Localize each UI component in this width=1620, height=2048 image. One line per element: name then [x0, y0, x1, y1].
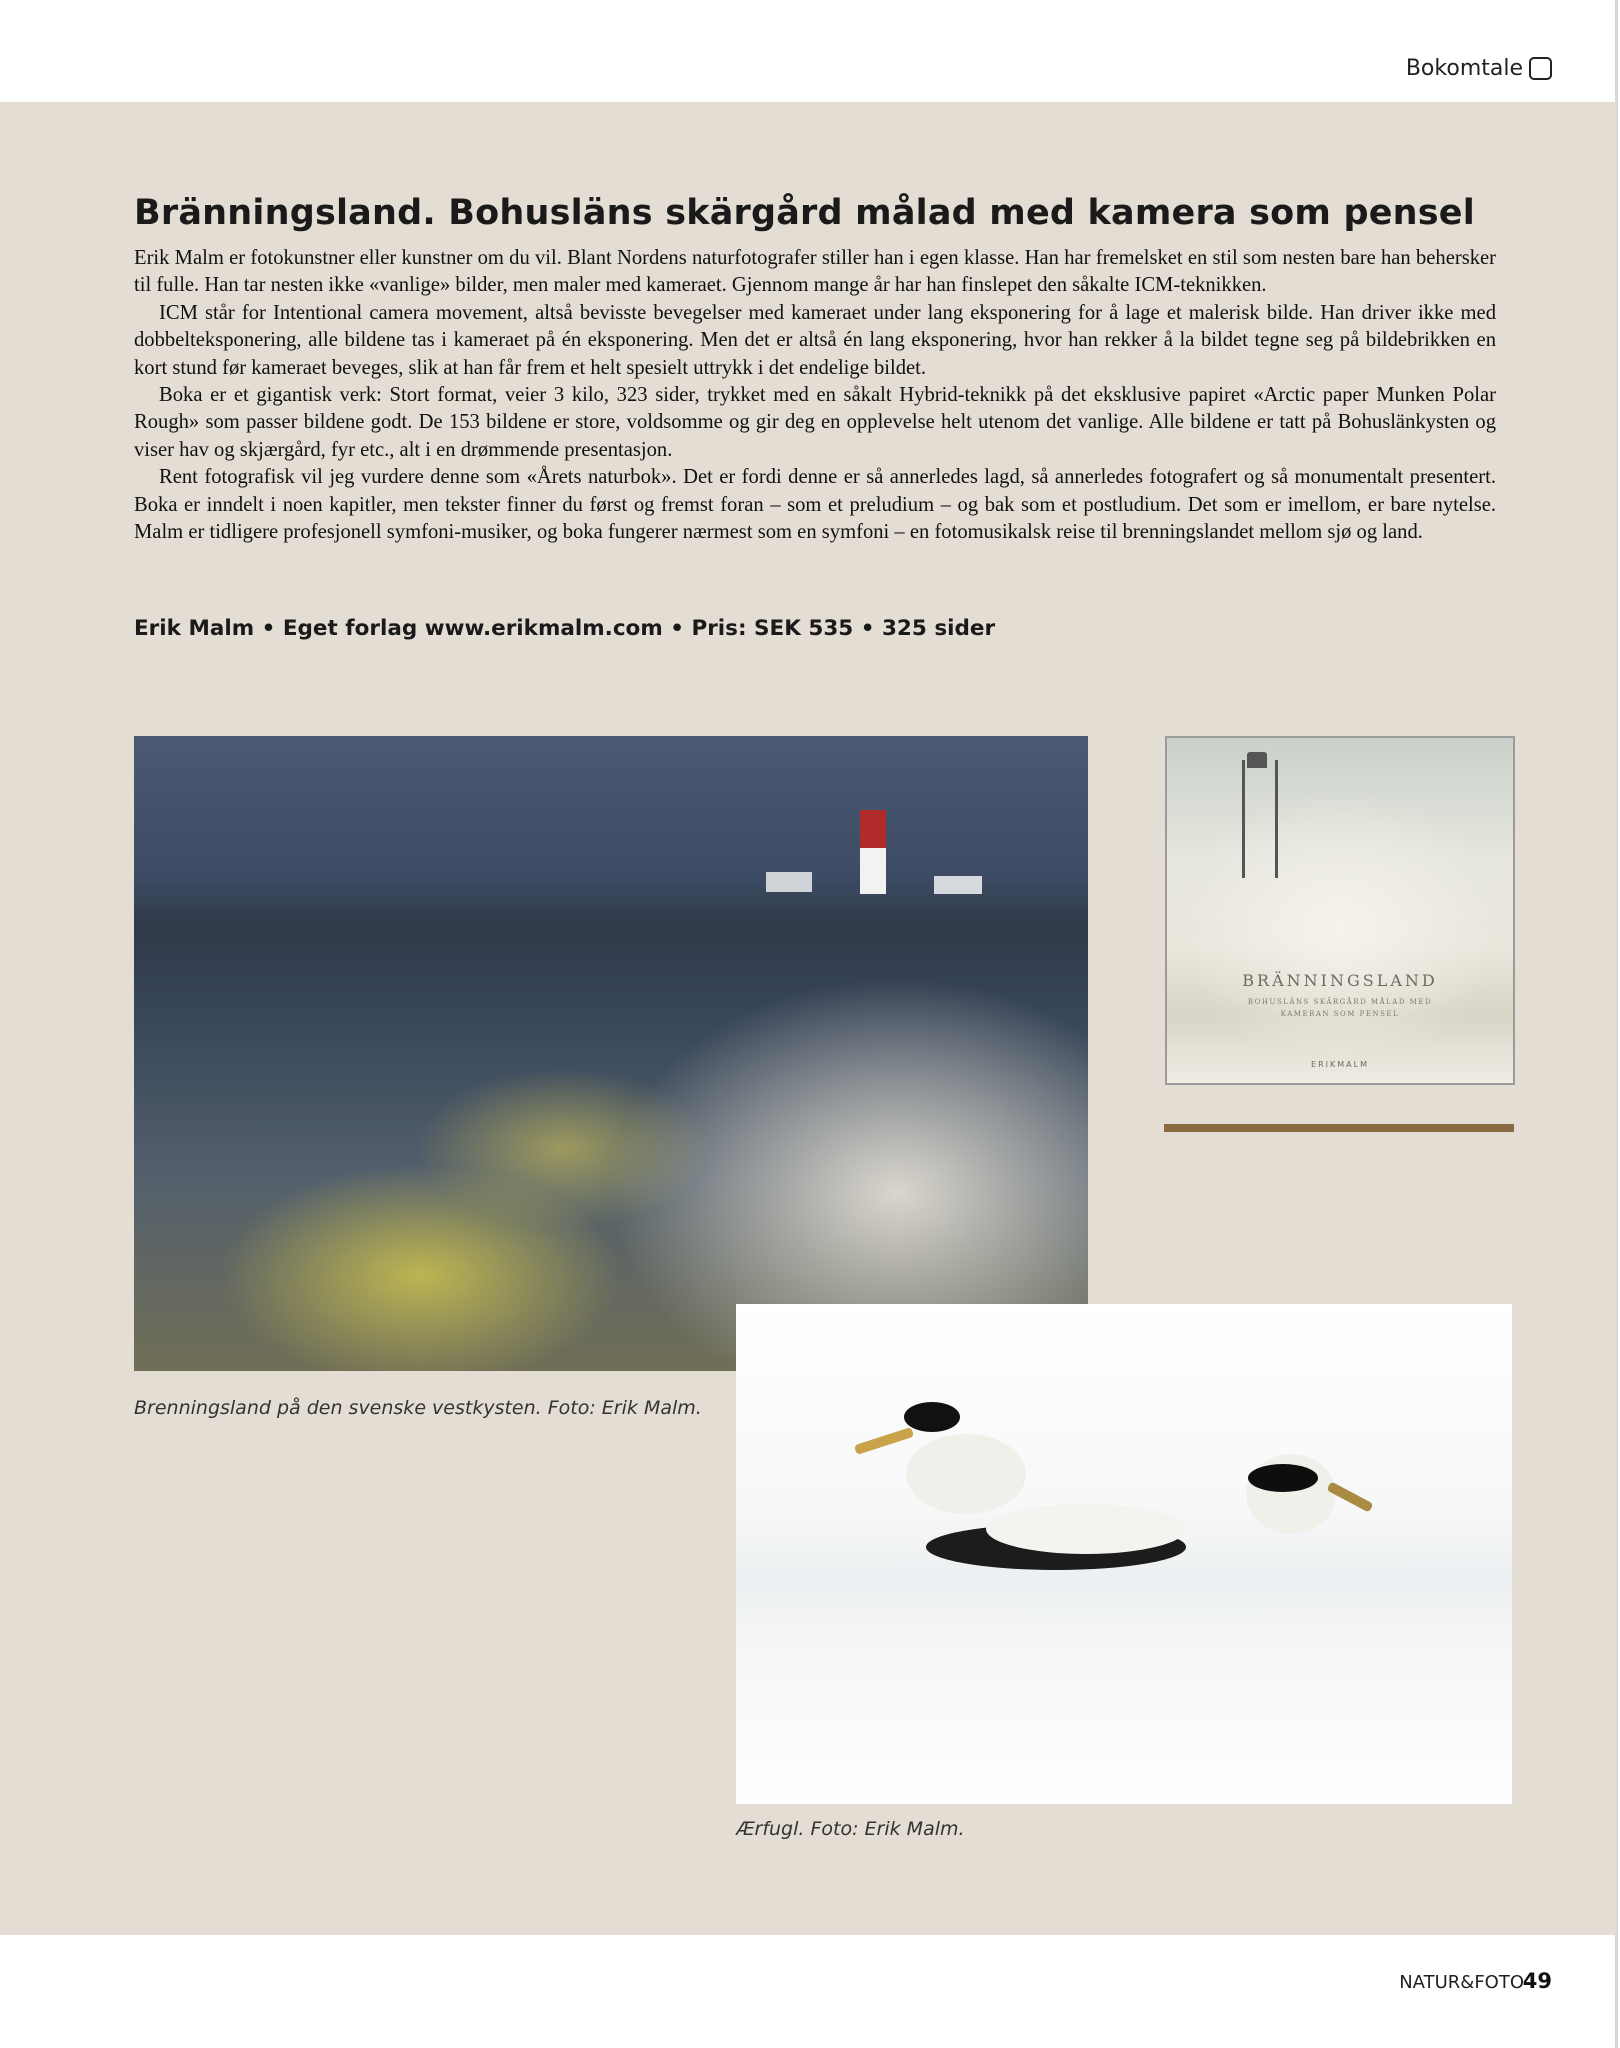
section-label-text: Bokomtale	[1405, 56, 1523, 81]
paragraph: ICM står for Intentional camera movement, altså bevisste bevegelser med kameraet under lang eksponering for å lage et malerisk bilde. Han driver ikke med dobbelteksponering, alle bildene tas i kameraet på én eksponering. Men det er altså én lang eksponering, hvor han rekker å la bildet tegne seg på bildebrikken en kort stund før kameraet beveges, slik at han får frem et helt spesielt uttrykk i det endelige bildet.	[134, 301, 1496, 379]
book-credit-line: Erik Malm • Eget forlag www.erikmalm.com • Pris: SEK 535 • 325 sider	[134, 616, 996, 641]
paragraph: Erik Malm er fotokunstner eller kunstner om du vil. Blant Nordens naturfotografer stiller han i egen klasse. Han har fremelsket en stil som nesten bare han behersker til fulle. Han tar nesten ikke «vanlige» bilder, men maler med kameraet. Gjennom mange år har han finslepet den såkalte ICM-teknikken.	[134, 247, 1496, 297]
accent-rule	[1164, 1124, 1514, 1132]
duck-shape	[906, 1434, 1026, 1514]
article-body	[134, 245, 1496, 546]
eider-ducks-photo	[736, 1304, 1512, 1804]
paragraph: Rent fotografisk vil jeg vurdere denne som «Årets naturbok». Det er fordi denne er så annerledes lagd, så annerledes fotografert og så monumentalt presentert. Boka er inndelt i noen kapitler, men tekster finner du først og fremst foran – som et preludium – og bak som et postludium. Det som er imellom, er bare nytelse. Malm er tidligere profesjonell symfoni-musiker, og boka fungerer nærmest som en symfoni – en fotomusikalsk reise til brenningslandet mellom sjø og land.	[134, 466, 1496, 544]
duck-head-shape	[1248, 1464, 1318, 1492]
magazine-name: NATUR&FOTO	[1399, 1972, 1524, 1993]
duck-head-shape	[904, 1402, 960, 1432]
book-cover-image	[1165, 736, 1515, 1085]
hut-shape	[934, 876, 982, 894]
paragraph: Boka er et gigantisk verk: Stort format, veier 3 kilo, 323 sider, trykket med en såkalt Hybrid-teknikk på det eksklusive papiret «Arctic paper Munken Polar Rough» som passer bildene godt. De 153 bildene er store, voldsomme og gir deg en opplevelse helt utenom det vanlige. Alle bildene er tatt på Bohuslänkysten og viser hav og skjærgård, fyr etc., alt i en drømmende presentasjon.	[134, 384, 1496, 461]
cover-title: BRÄNNINGSLAND	[1242, 971, 1438, 990]
page-header	[0, 0, 1620, 102]
lighthouse-shape	[860, 810, 886, 894]
cover-subtitle: KAMERAN SOM PENSEL	[1280, 1010, 1400, 1018]
duck-shape	[986, 1504, 1186, 1554]
section-label	[1406, 56, 1552, 81]
page-number: 49	[1522, 1969, 1552, 1993]
photo-caption: Brenningsland på den svenske vestkysten. Foto: Erik Malm.	[134, 1397, 702, 1419]
rounded-square-icon	[1529, 57, 1552, 80]
cover-subtitle: BOHUSLÄNS SKÄRGÅRD MÅLAD MED	[1247, 998, 1433, 1006]
lighthouse-landscape-photo	[134, 736, 1088, 1371]
cover-author: ERIKMALM	[1311, 1060, 1369, 1069]
hut-shape	[766, 872, 812, 892]
article-title: Bränningsland. Bohusläns skärgård målad med kamera som pensel	[134, 193, 1475, 233]
lighthouse-tower-shape	[1242, 760, 1278, 878]
photo-caption: Ærfugl. Foto: Erik Malm.	[736, 1818, 965, 1840]
duck-bill-shape	[854, 1427, 914, 1455]
